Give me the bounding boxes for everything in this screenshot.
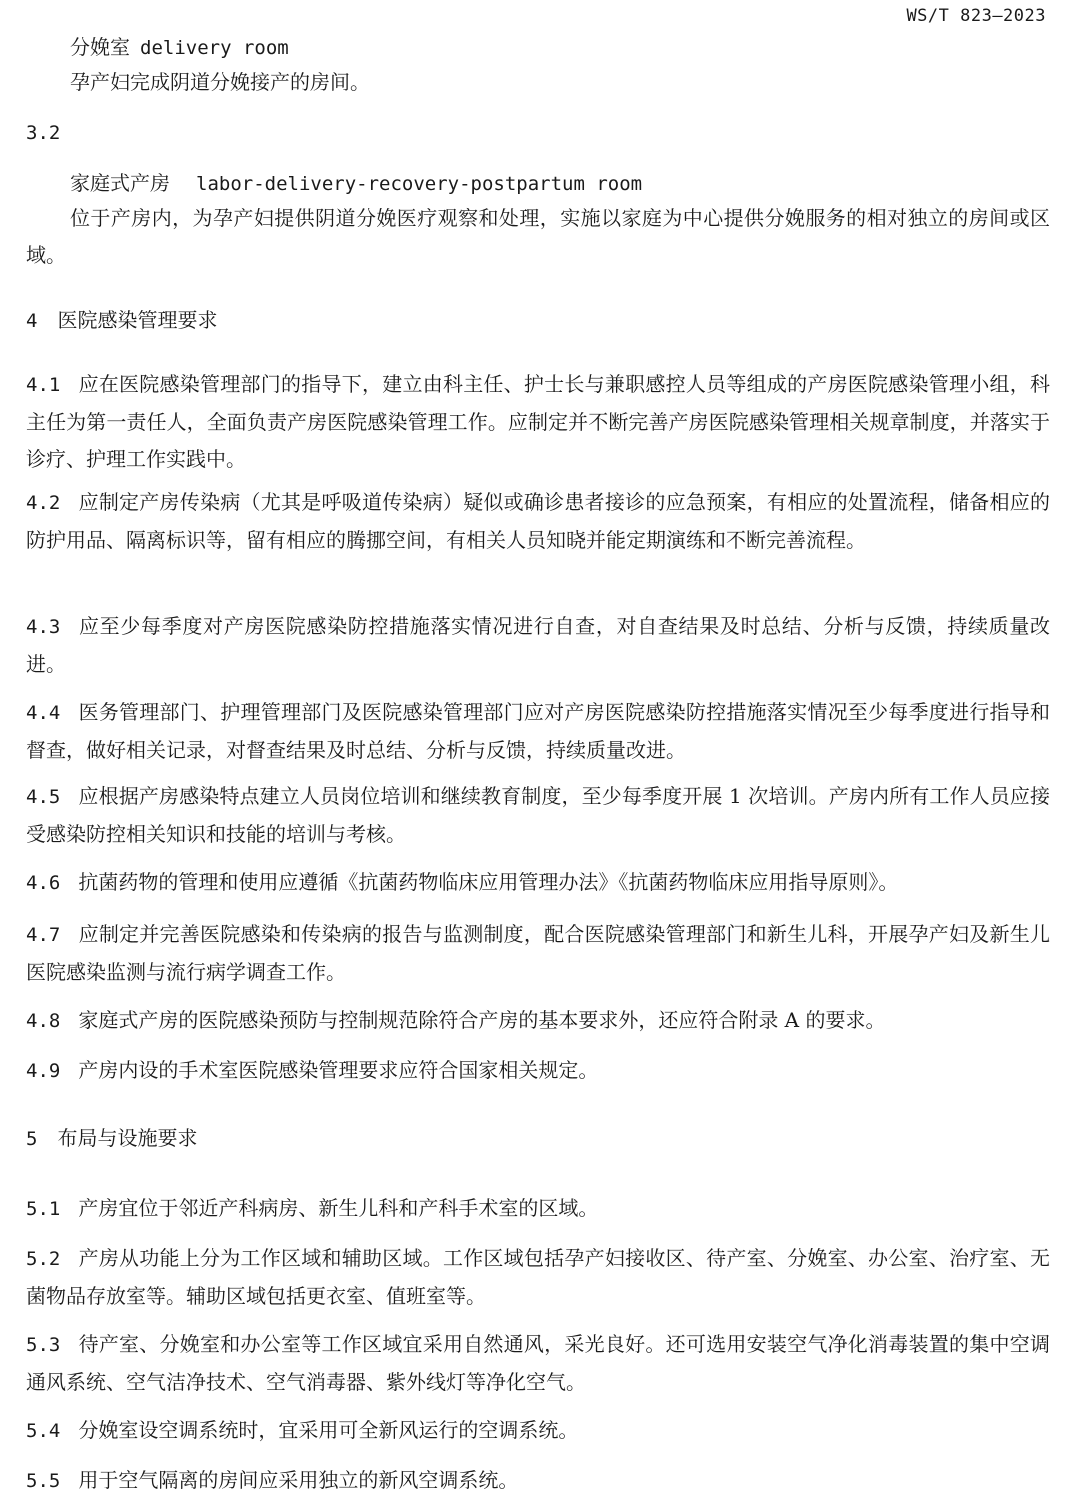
clause-number: 4.9 [26,1060,61,1082]
term-zh: 家庭式产房 [70,171,170,195]
clause-text: 应在医院感染管理部门的指导下，建立由科主任、护士长与兼职感控人员等组成的产房医院感染管理小组，科主任为第一责任人，全面负责产房医院感染管理工作。应制定并不断完善产房医院感染管理相关规章制度，并落实于诊疗、护理工作实践中。 [26,372,1050,471]
clause-4-9 [26,1052,1050,1090]
term-heading [26,31,1050,64]
clause-number: 4.7 [26,924,61,946]
section-heading-4 [26,304,1050,337]
clause-text: 产房内设的手术室医院感染管理要求应符合国家相关规定。 [78,1058,599,1082]
clause-number: 4.8 [26,1010,61,1032]
clause-5-1 [26,1190,1050,1228]
clause-4-3 [26,608,1050,683]
clause-5-5 [26,1462,1050,1500]
section-title: 布局与设施要求 [57,1126,198,1150]
term-en: delivery room [140,37,289,59]
clause-number: 5.3 [26,1334,61,1356]
clause-text: 待产室、分娩室和办公室等工作区域宜采用自然通风，采光良好。还可选用安装空气净化消毒装置的集中空调通风系统、空气洁净技术、空气消毒器、紫外线灯等净化空气。 [26,1332,1050,1394]
clause-4-4 [26,694,1050,769]
definition-3-1 [26,31,1050,101]
clause-text: 用于空气隔离的房间应采用独立的新风空调系统。 [78,1468,519,1492]
definition-3-2 [26,117,1050,149]
term-en: labor-delivery-recovery-postpartum room [196,173,643,195]
clause-text: 产房宜位于邻近产科病房、新生儿科和产科手术室的区域。 [78,1196,599,1220]
clause-text: 产房从功能上分为工作区域和辅助区域。工作区域包括孕产妇接收区、待产室、分娩室、办公室、治疗室、无菌物品存放室等。辅助区域包括更衣室、值班室等。 [26,1246,1050,1308]
term-definition: 孕产妇完成阴道分娩接产的房间。 [70,70,370,94]
definition-3-2-body [26,167,1050,274]
section-heading-5 [26,1122,1050,1155]
clause-text: 应制定并完善医院感染和传染病的报告与监测制度，配合医院感染管理部门和新生儿科，开展孕产妇及新生儿医院感染监测与流行病学调查工作。 [26,922,1050,984]
clause-number: 4.1 [26,374,61,396]
standard-number: WS/T 823—2023 [906,6,1046,26]
clause-4-6 [26,864,1050,902]
clause-number: 5.2 [26,1248,61,1270]
clause-text: 应制定产房传染病（尤其是呼吸道传染病）疑似或确诊患者接诊的应急预案，有相应的处置流程，储备相应的防护用品、隔离标识等，留有相应的腾挪空间，有相关人员知晓并能定期演练和不断完善流程。 [26,490,1050,552]
clause-text: 抗菌药物的管理和使用应遵循《抗菌药物临床应用管理办法》《抗菌药物临床应用指导原则》。 [78,870,899,894]
clause-number: 4.5 [26,786,61,808]
clause-number: 5.1 [26,1198,61,1220]
section-title: 医院感染管理要求 [57,308,218,332]
clause-number: 3.2 [26,122,61,144]
clause-number: 4.6 [26,872,61,894]
clause-text: 应根据产房感染特点建立人员岗位培训和继续教育制度，至少每季度开展 1 次培训。产房内所有工作人员应接受感染防控相关知识和技能的培训与考核。 [26,784,1050,846]
clause-text: 分娩室设空调系统时，宜采用可全新风运行的空调系统。 [78,1418,579,1442]
clause-4-8 [26,1002,1050,1040]
term-heading [26,167,1050,200]
clause-text: 应至少每季度对产房医院感染防控措施落实情况进行自查，对自查结果及时总结、分析与反馈，持续质量改进。 [26,614,1050,676]
clause-4-5 [26,778,1050,853]
clause-number: 5.5 [26,1470,61,1492]
clause-5-3 [26,1326,1050,1401]
clause-5-4 [26,1412,1050,1450]
section-number: 4 [26,310,38,332]
clause-5-2 [26,1240,1050,1315]
term-definition: 位于产房内，为孕产妇提供阴道分娩医疗观察和处理，实施以家庭为中心提供分娩服务的相对独立的房间或区域。 [26,206,1050,267]
clause-text: 医务管理部门、护理管理部门及医院感染管理部门应对产房医院感染防控措施落实情况至少每季度进行指导和督查，做好相关记录，对督查结果及时总结、分析与反馈，持续质量改进。 [26,700,1050,762]
clause-number: 4.2 [26,492,61,514]
term-zh: 分娩室 [70,35,130,59]
clause-number: 4.3 [26,616,61,638]
clause-number: 4.4 [26,702,61,724]
clause-4-2 [26,484,1050,559]
clause-text: 家庭式产房的医院感染预防与控制规范除符合产房的基本要求外，还应符合附录 A 的要求。 [78,1008,886,1032]
clause-4-7 [26,916,1050,991]
section-number: 5 [26,1128,38,1150]
clause-number: 5.4 [26,1420,61,1442]
clause-4-1 [26,366,1050,478]
